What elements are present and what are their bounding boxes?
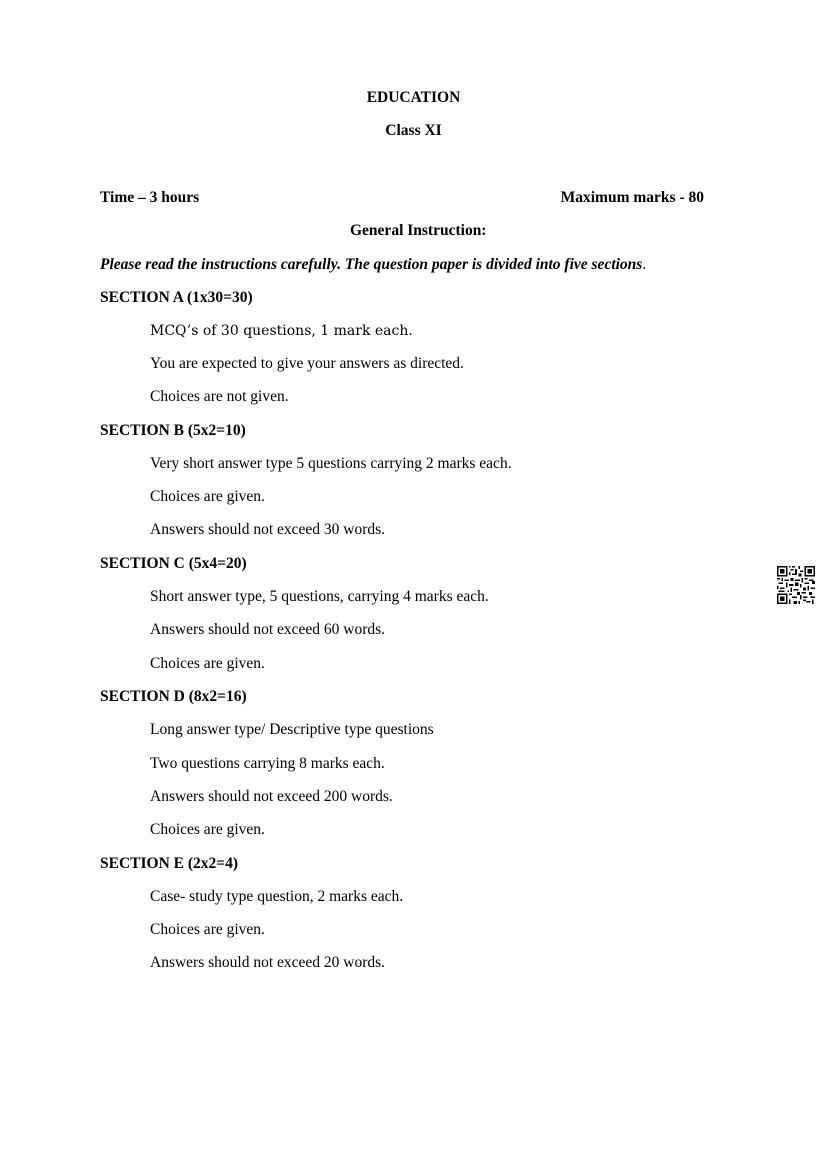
section-a-title: SECTION A (1x30=30) [100,289,253,306]
section-c-item: Choices are given. [150,655,265,672]
class-label: Class XI [385,122,442,139]
section-a-item: MCQ’s of 30 questions, 1 mark each. [150,323,413,339]
section-e-title: SECTION E (2x2=4) [100,855,239,872]
section-a-item: Choices are not given. [150,388,289,405]
section-d-title: SECTION D (8x2=16) [100,688,247,705]
max-marks-label: Maximum marks - 80 [560,189,704,206]
section-e-item: Choices are given. [150,921,265,938]
instruction-note-text: Please read the instructions carefully. The question paper is divided into five sections [100,256,643,273]
instruction-note [100,255,646,275]
section-a-item: You are expected to give your answers as directed. [150,355,464,372]
section-d-item: Answers should not exceed 200 words. [150,788,393,805]
section-e-item: Case- study type question, 2 marks each. [150,888,404,905]
section-e-item: Answers should not exceed 20 words. [150,954,386,971]
section-d-item: Two questions carrying 8 marks each. [150,755,385,772]
section-b-item: Answers should not exceed 30 words. [150,521,386,538]
section-b-title: SECTION B (5x2=10) [100,422,246,439]
section-c-title: SECTION C (5x4=20) [100,555,247,572]
instruction-title: General Instruction: [350,222,487,239]
section-b-item: Choices are given. [150,488,265,505]
time-label: Time – 3 hours [100,189,200,206]
section-d-item: Choices are given. [150,821,265,838]
subject-title: EDUCATION [366,89,461,106]
instruction-note-period: . [642,256,647,273]
section-b-item: Very short answer type 5 questions carrying 2 marks each. [150,455,512,472]
section-c-item: Answers should not exceed 60 words. [150,621,386,638]
qr-code-icon [777,566,815,604]
section-c-item: Short answer type, 5 questions, carrying 4 marks each. [150,588,489,605]
section-d-item: Long answer type/ Descriptive type questions [150,721,434,738]
